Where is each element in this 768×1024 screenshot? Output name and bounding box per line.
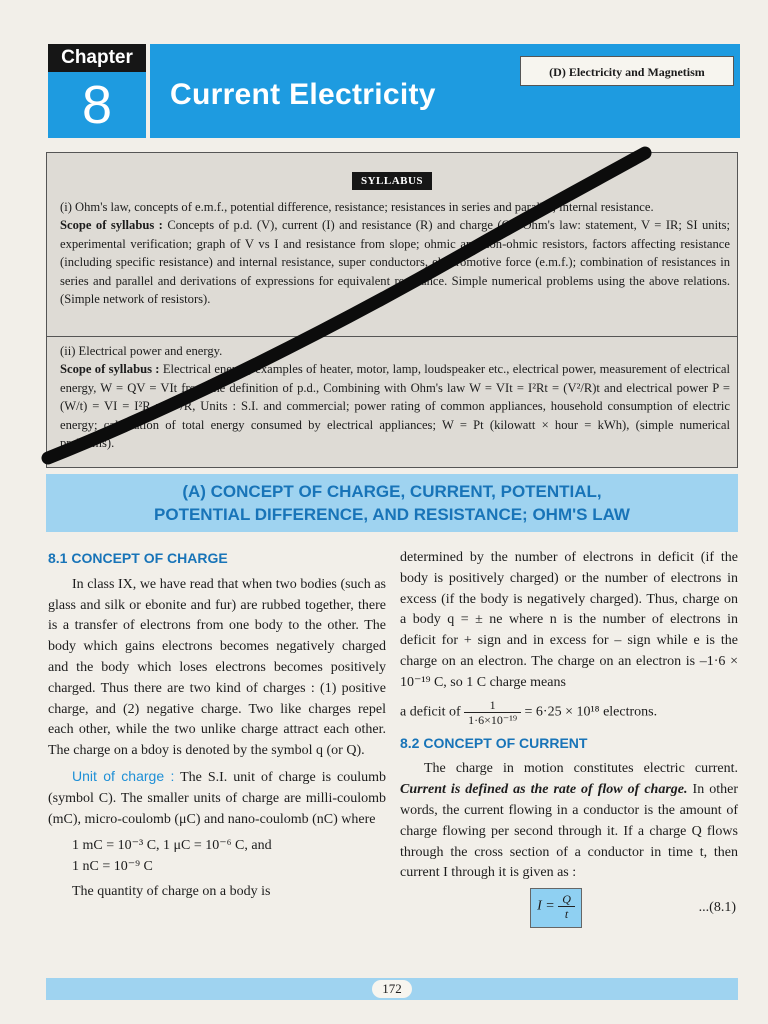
chapter-title: Current Electricity — [170, 78, 436, 111]
scope-text: Concepts of p.d. (V), current (I) and resistance (R) and charge (Q). Ohm's law: statement, V = IR; SI units; experimental verification; graph of V vs I and resistance from slope; ohmic and non-ohmic resistors, factors affecting resistance (including specific resistance) and internal resistance, super conductors, electromotive force (e.m.f.); combination of resistances in series and parallel and derivations of expressions for equivalent resistance. Simple numerical problems using the above relations. (Simple network of resistors). — [60, 218, 730, 307]
deficit-suffix: = 6·25 × 10¹⁸ electrons. — [524, 704, 658, 720]
paragraph: In class IX, we have read that when two bodies (such as glass and silk or ebonite and fur) are rubbed together, there is a transfer of electrons from one body to the other. The body which gains electrons becomes negatively charged and the body which loses electrons becomes positively charged. Thus there are two kind of charges : (1) positive charge, and (2) negative charge. Two like charges repel each other, while the two unlike charge attract each other. The charge on a bdoy is denoted by the symbol q (or Q). — [48, 576, 386, 759]
section-title-line-1: (A) CONCEPT OF CHARGE, CURRENT, POTENTIAL, — [182, 482, 602, 501]
paragraph: The quantity of charge on a body is — [72, 883, 271, 899]
heading-concept-of-current: 8.2 CONCEPT OF CURRENT — [400, 734, 588, 751]
scope-label: Scope of syllabus : — [60, 218, 163, 233]
scope-label: Scope of syllabus : — [60, 362, 160, 377]
formula-numerator: Q — [558, 892, 575, 907]
paragraph: determined by the number of electrons in deficit (if the body is positively charged) or the number of electrons in excess (if the body is negatively charged). Thus, charge on a body q = ± ne where n is the number of electrons in deficit for + sign and in excess for – sign while e is the charge on an electron. The charge on an electron is –1·6 × 10⁻¹⁹ C, so 1 C charge means — [400, 550, 738, 690]
equation-number: ...(8.1) — [698, 900, 736, 916]
paragraph-rest: In other words, the current flowing in a conductor is the amount of charge flowing per second through it. If a charge Q flows through the cross section of a conductor in time t, then current I through it is given as : — [400, 782, 739, 881]
formula-lhs: I = — [537, 898, 555, 914]
equation-line: 1 nC = 10⁻⁹ C — [72, 859, 153, 875]
syllabus-part2-intro: (ii) Electrical power and energy. — [60, 344, 223, 358]
chapter-number: 8 — [48, 72, 146, 138]
section-title-line-2: POTENTIAL DIFFERENCE, AND RESISTANCE; OHM'S LAW — [154, 505, 630, 524]
syllabus-label: SYLLABUS — [352, 172, 432, 190]
equation-line: 1 mC = 10⁻³ C, 1 μC = 10⁻⁶ C, and — [72, 838, 272, 854]
scope-text: Electrical energy; examples of heater, motor, lamp, loudspeaker etc., electrical power, measurement of electrical energy, W = QV = VIt from the definition of p.d., Combining with Ohm's law W = VIt = I²Rt = (V²/R)t and electrical power P = (W/t) = VI = I²R = V²/R, Units : S.I. and commercial; power rating of common appliances, household consumption of electric energy; calculation of total energy consumed by electrical appliances; W = Pt (kilowatt × hour = kWh), (simple numerical problems). — [60, 362, 730, 451]
chapter-label: Chapter — [48, 44, 146, 72]
deficit-prefix: a deficit of — [400, 704, 461, 720]
paragraph: The S.I. unit of charge is coulumb (symbol C). The smaller units of charge are milli-coulomb (mC), micro-coulomb (μC) and nano-coulomb (nC) where — [48, 769, 387, 827]
paragraph-start: The charge in motion constitutes electric current. — [424, 761, 738, 777]
unit-of-charge-label: Unit of charge : — [72, 767, 175, 784]
heading-concept-of-charge: 8.1 CONCEPT OF CHARGE — [48, 550, 228, 566]
syllabus-part1-intro: (i) Ohm's law, concepts of e.m.f., potential difference, resistance; resistances in series and parallel; internal resistance. — [60, 200, 654, 214]
page-number: 172 — [372, 980, 412, 998]
current-definition: Current is defined as the rate of flow of charge. — [400, 782, 688, 798]
subject-label: (D) Electricity and Magnetism — [520, 56, 734, 86]
fraction-denominator: 1·6×10⁻¹⁹ — [468, 712, 518, 727]
formula-denominator: t — [564, 907, 569, 922]
fraction-numerator: 1 — [464, 698, 521, 713]
